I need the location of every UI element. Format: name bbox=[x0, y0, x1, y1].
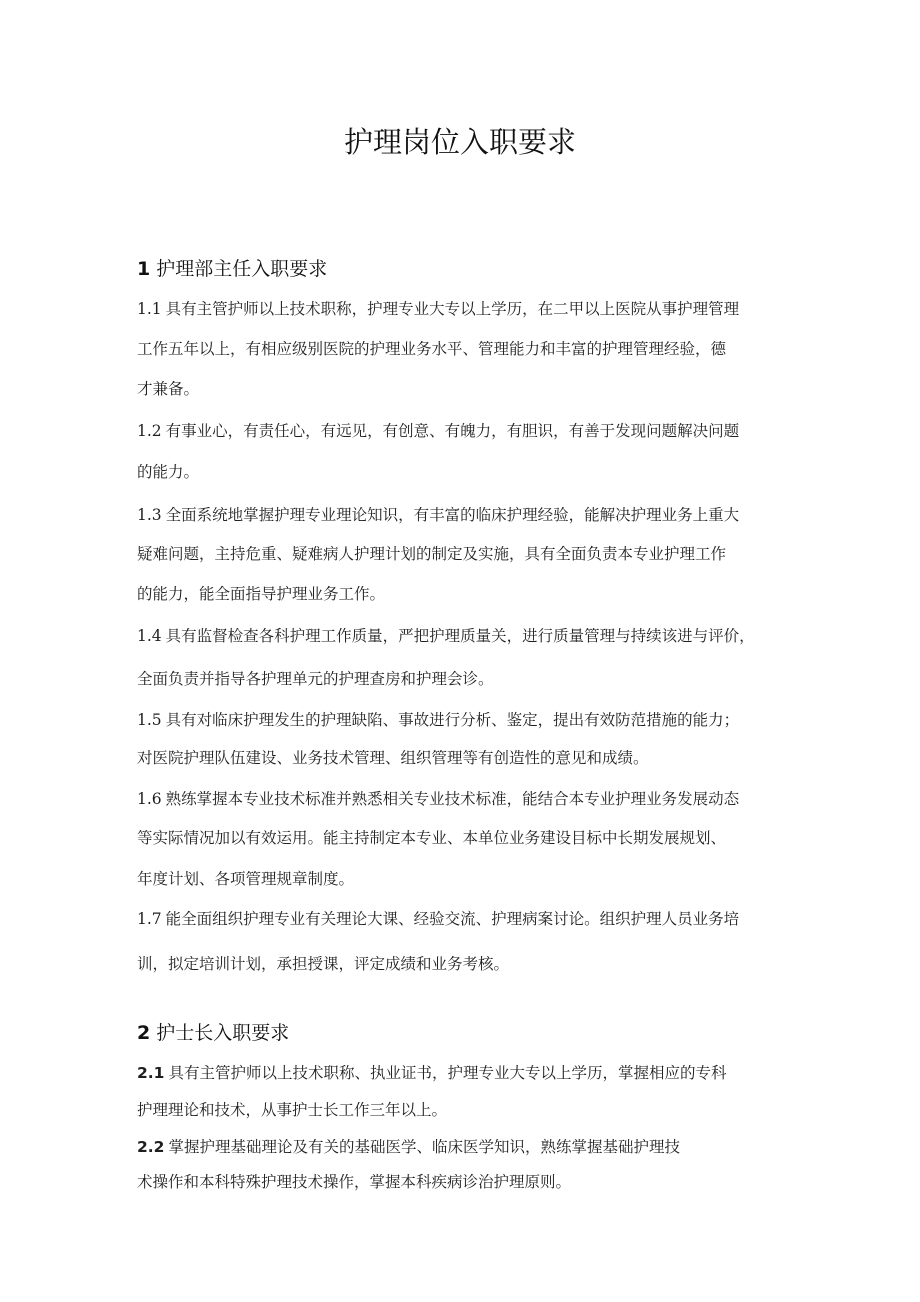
section-heading-1 bbox=[137, 254, 327, 284]
section-title: 护士长入职要求 bbox=[156, 1022, 290, 1044]
paragraph-line: 才兼备。 bbox=[137, 380, 200, 398]
paragraph-line: 2.2 掌握护理基础理论及有关的基础医学、临床医学知识，熟练掌握基础护理技 bbox=[137, 1138, 680, 1156]
item-number: 1.6 bbox=[137, 790, 162, 808]
paragraph-line: 1.4 具有监督检查各科护理工作质量，严把护理质量关，进行质量管理与持续该进与评价， bbox=[137, 627, 755, 645]
paragraph-line: 1.5 具有对临床护理发生的护理缺陷、事故进行分析、鉴定，提出有效防范措施的能力； bbox=[137, 711, 740, 729]
item-number: 1.4 bbox=[137, 627, 162, 645]
paragraph-line: 1.1 具有主管护师以上技术职称，护理专业大专以上学历，在二甲以上医院从事护理管理 bbox=[137, 300, 740, 318]
document-title: 护理岗位入职要求 bbox=[343, 125, 576, 159]
paragraph-line: 的能力，能全面指导护理业务工作。 bbox=[137, 585, 386, 603]
paragraph-line: 等实际情况加以有效运用。能主持制定本专业、本单位业务建设目标中长期发展规划、 bbox=[137, 829, 727, 847]
section-number: 2 bbox=[137, 1022, 151, 1044]
paragraph-line: 1.2 有事业心，有责任心，有远见，有创意、有魄力，有胆识，有善于发现问题解决问题 bbox=[137, 422, 740, 440]
paragraph-line: 疑难问题，主持危重、疑难病人护理计划的制定及实施，具有全面负责本专业护理工作 bbox=[137, 545, 727, 563]
paragraph-line: 的能力。 bbox=[137, 463, 200, 481]
item-number: 2.1 bbox=[137, 1064, 165, 1082]
item-number: 1.5 bbox=[137, 711, 162, 729]
paragraph-line: 1.6 熟练掌握本专业技术标准并熟悉相关专业技术标准，能结合本专业护理业务发展动态 bbox=[137, 790, 740, 808]
paragraph-line: 对医院护理队伍建设、业务技术管理、组织管理等有创造性的意见和成绩。 bbox=[137, 749, 649, 767]
item-number: 1.7 bbox=[137, 910, 162, 928]
item-number: 1.2 bbox=[137, 422, 162, 440]
paragraph-line: 护理理论和技术，从事护士长工作三年以上。 bbox=[137, 1101, 448, 1119]
item-number: 1.1 bbox=[137, 300, 162, 318]
item-number: 1.3 bbox=[137, 506, 162, 524]
paragraph-line: 年度计划、各项管理规章制度。 bbox=[137, 870, 355, 888]
paragraph-line: 1.3 全面系统地掌握护理专业理论知识，有丰富的临床护理经验，能解决护理业务上重大 bbox=[137, 506, 740, 524]
item-number: 2.2 bbox=[137, 1138, 165, 1156]
paragraph-line: 工作五年以上，有相应级别医院的护理业务水平、管理能力和丰富的护理管理经验，德 bbox=[137, 340, 727, 358]
paragraph-line: 全面负责并指导各护理单元的护理查房和护理会诊。 bbox=[137, 670, 494, 688]
paragraph-line: 1.7 能全面组织护理专业有关理论大课、经验交流、护理病案讨论。组织护理人员业务培 bbox=[137, 910, 740, 928]
paragraph-line: 2.1 具有主管护师以上技术职称、执业证书，护理专业大专以上学历，掌握相应的专科 bbox=[137, 1064, 727, 1082]
section-number: 1 bbox=[137, 258, 151, 280]
paragraph-line: 训，拟定培训计划，承担授课，评定成绩和业务考核。 bbox=[137, 955, 510, 973]
section-heading-2 bbox=[137, 1018, 289, 1048]
section-title: 护理部主任入职要求 bbox=[156, 258, 328, 280]
paragraph-line: 术操作和本科特殊护理技术操作，掌握本科疾病诊治护理原则。 bbox=[137, 1173, 572, 1191]
